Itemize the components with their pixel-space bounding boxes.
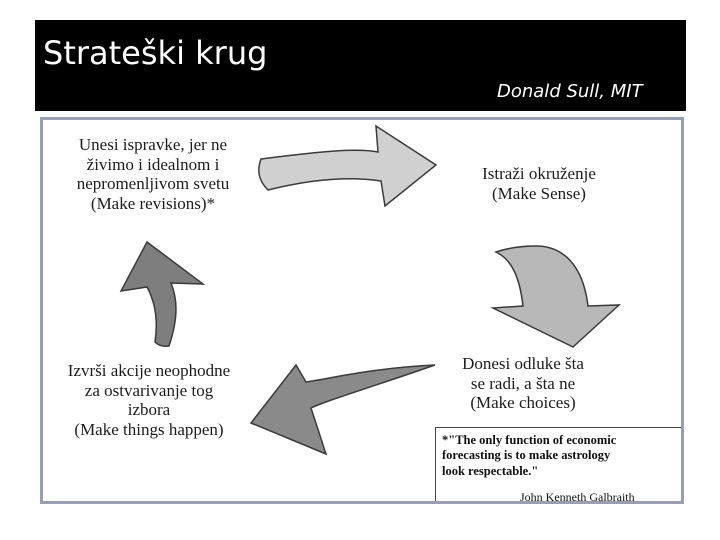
quote-line: look respectable."	[442, 463, 539, 478]
quote-attribution: John Kenneth Galbraith	[520, 490, 635, 504]
arrow-to-choices	[493, 246, 619, 347]
slide-author: Donald Sull, MIT	[497, 81, 643, 102]
galbraith-quote	[435, 427, 684, 504]
quote-line: *"The only function of economic	[442, 433, 617, 447]
strategic-cycle-diagram	[40, 117, 684, 504]
title-bar	[35, 20, 686, 111]
quote-line: forecasting is to make astrology	[442, 448, 611, 463]
slide-title: Strateški krug	[43, 34, 268, 72]
arrow-to-happen	[251, 365, 435, 454]
arrow-to-sense	[259, 126, 436, 206]
step-make-choices: Donesi odluke šta se radi, a šta ne (Make choices)	[462, 354, 584, 413]
step-make-sense: Istraži okruženje (Make Sense)	[482, 164, 596, 203]
step-make-things-happen: Izvrši akcije neophodne za ostvarivanje tog izbora (Make things happen)	[67, 361, 231, 439]
arrow-to-revisions	[121, 242, 203, 346]
step-make-revisions: Unesi ispravke, jer ne živimo i idealnom i nepromenljivom svetu (Make revisions)*	[76, 135, 230, 213]
